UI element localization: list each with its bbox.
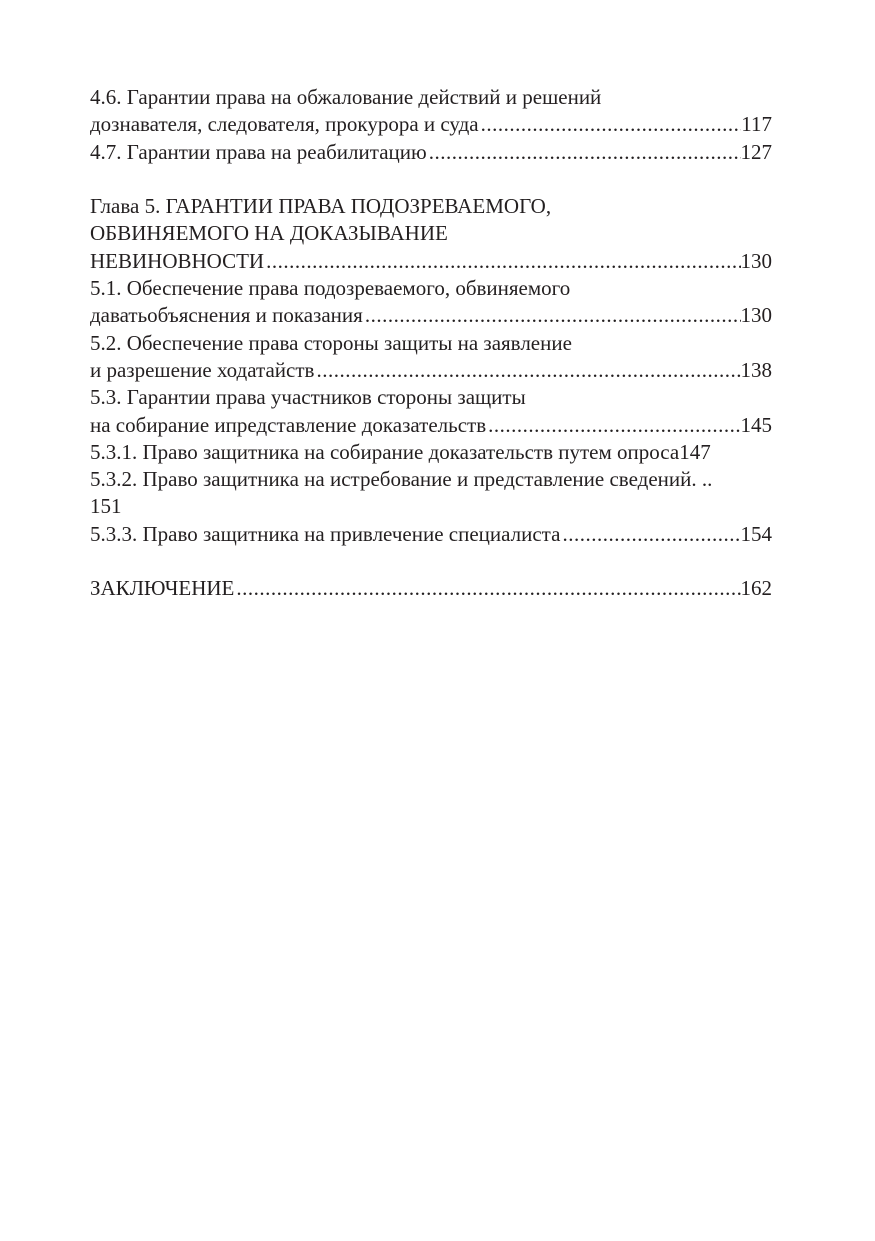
toc-entry-text: ОБВИНЯЕМОГО НА ДОКАЗЫВАНИЕ <box>90 221 448 246</box>
toc-entry-5-3 <box>90 384 772 439</box>
toc-entry-title <box>90 384 772 411</box>
toc-entry-text: дознавателя, следователя, прокурора и суда <box>90 112 479 137</box>
dot-leader <box>488 412 740 439</box>
toc-entry-title <box>90 302 772 329</box>
toc-entry-title <box>90 275 772 302</box>
section-spacer <box>90 548 772 575</box>
toc-entry-5-3-2 <box>90 466 772 521</box>
toc-entry-title <box>90 330 772 357</box>
toc-page-number: 130 <box>740 248 772 273</box>
toc-entry-text: и разрешение ходатайств <box>90 357 315 382</box>
dot-leader <box>266 248 740 275</box>
toc-entry-title <box>90 139 772 166</box>
toc-page-number: 117 <box>741 112 772 137</box>
toc-entry-text: на собирание ипредставление доказательств <box>90 412 487 437</box>
toc-entry-4-7 <box>90 139 772 166</box>
dot-leader <box>562 521 740 548</box>
toc-entry-5-1 <box>90 275 772 330</box>
toc-entry-text: ЗАКЛЮЧЕНИЕ <box>90 576 235 601</box>
toc-entry-text: даватьобъяснения и показания <box>90 303 363 328</box>
toc-page-number: 162 <box>740 576 772 601</box>
toc-entry-text: 5.3.3. Право защитника на привлечение специалиста <box>90 521 561 546</box>
toc-entry-5-2 <box>90 330 772 385</box>
toc-entry-title <box>90 521 772 548</box>
toc-chapter-title <box>90 193 772 220</box>
toc-entry-title <box>90 84 772 111</box>
toc-entry-5-3-1 <box>90 439 772 466</box>
toc-entry-text: 5.2. Обеспечение права стороны защиты на заявление <box>90 330 572 355</box>
toc-entry-text: 4.7. Гарантии права на реабилитацию <box>90 139 427 164</box>
toc-entry-4-6 <box>90 84 772 139</box>
toc-page-number: 138 <box>740 357 772 382</box>
dot-leader <box>365 302 741 329</box>
toc-entry-5-3-3 <box>90 521 772 548</box>
toc-entry-title <box>90 493 772 520</box>
dot-leader <box>316 357 740 384</box>
toc-entry-text: 5.3.1. Право защитника на собирание доказательств путем опроса <box>90 439 680 464</box>
dot-leader <box>236 575 740 602</box>
section-spacer <box>90 166 772 193</box>
toc-conclusion <box>90 575 772 602</box>
toc-entry-text: 4.6. Гарантии права на обжалование действий и решений <box>90 85 602 109</box>
toc-entry-title <box>90 466 772 493</box>
toc-entry-title <box>90 439 772 466</box>
toc-entry-text: 5.1. Обеспечение права подозреваемого, обвиняемого <box>90 276 571 301</box>
toc-entry-title <box>90 357 772 384</box>
dot-leader <box>481 111 742 138</box>
toc-page-number: 151 <box>90 494 122 519</box>
table-of-contents <box>90 84 772 603</box>
toc-page-number: 145 <box>740 412 772 437</box>
toc-page-number: 127 <box>740 139 772 164</box>
toc-page-number: 147 <box>679 439 711 464</box>
toc-chapter-title <box>90 220 772 247</box>
toc-entry-text: НЕВИНОВНОСТИ <box>90 248 265 273</box>
toc-entry-text: 5.3.2. Право защитника на истребование и представление сведений. .. <box>90 467 713 492</box>
toc-entry-title <box>90 575 772 602</box>
toc-page-number: 130 <box>740 303 772 328</box>
dot-leader <box>429 139 741 166</box>
toc-entry-text: Глава 5. ГАРАНТИИ ПРАВА ПОДОЗРЕВАЕМОГО, <box>90 194 552 219</box>
toc-chapter-5 <box>90 193 772 275</box>
toc-entry-text: 5.3. Гарантии права участников стороны защиты <box>90 385 526 410</box>
toc-chapter-title <box>90 248 772 275</box>
toc-entry-title <box>90 111 772 138</box>
toc-page-number: 154 <box>740 521 772 546</box>
toc-entry-title <box>90 412 772 439</box>
